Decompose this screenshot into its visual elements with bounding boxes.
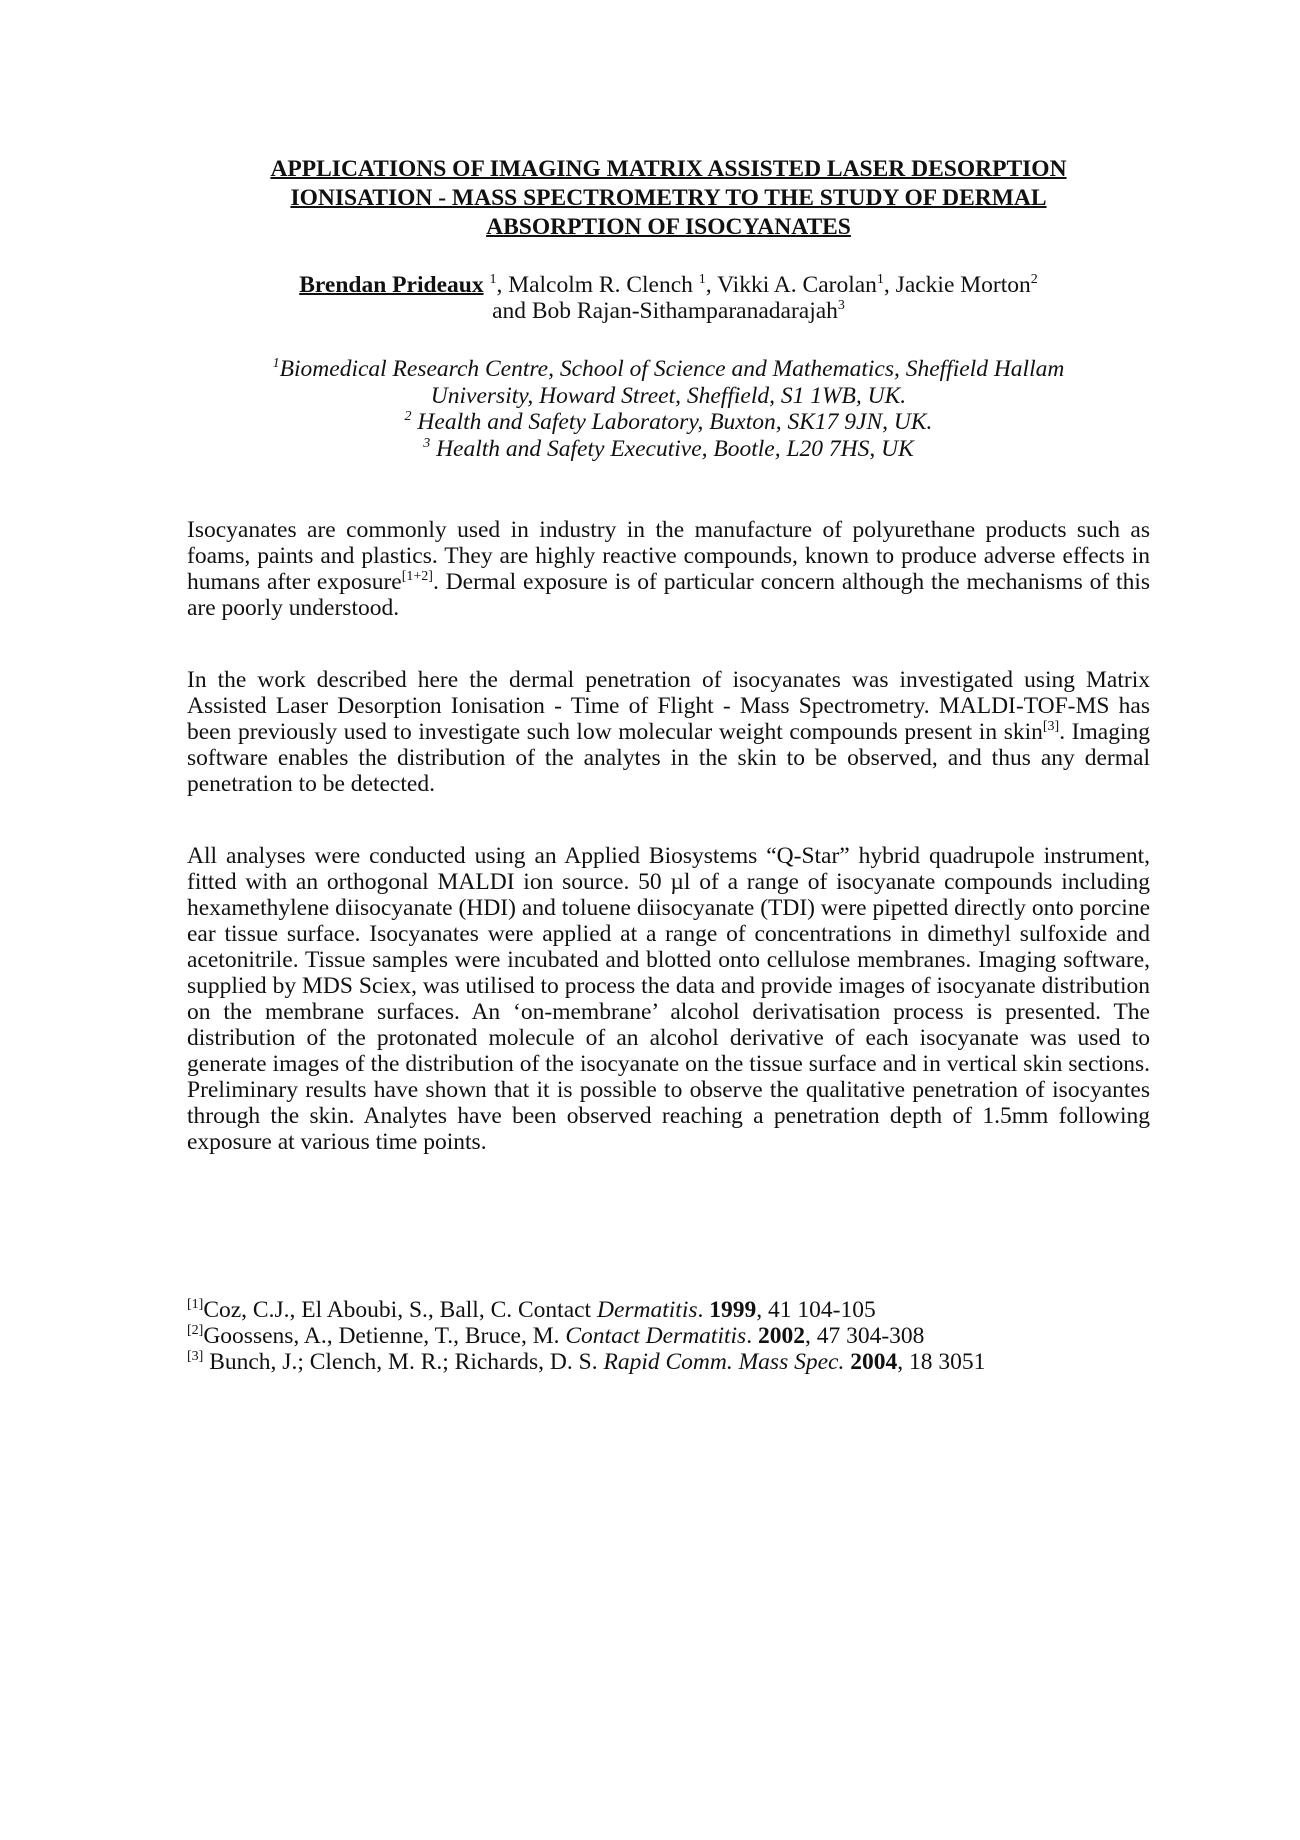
title-line-2: IONISATION - MASS SPECTROMETRY TO THE STUDY OF DERMAL (290, 185, 1047, 211)
author-line-2 (187, 298, 1150, 324)
author-name: and Bob Rajan-Sithamparanadarajah (492, 298, 838, 324)
reference-volume-pages: , 47 304-308 (804, 1323, 925, 1349)
affiliation-text: Health and Safety Executive, Bootle, L20 7HS, UK (430, 435, 914, 462)
author-name: , Vikki A. Carolan (705, 272, 877, 298)
affiliation-sup: 3 (423, 435, 431, 451)
title-line-3: ABSORPTION OF ISOCYANATES (486, 214, 851, 240)
reference-year: 1999 (709, 1297, 757, 1323)
paragraph-text: In the work described here the dermal penetration of isocyanates was investigated using Matrix Assisted Laser Desorption Ionisation - Time of Flight - Mass Spectrometry. MALDI-TOF-MS has been previously used to investigate such low molecular weight compounds present in skin (187, 667, 1150, 745)
citation-sup: [3] (1042, 719, 1060, 734)
body-paragraph-3: All analyses were conducted using an Applied Biosystems “Q-Star” hybrid quadrupole instrument, fitted with an orthogonal MALDI ion source. 50 µl of a range of isocyanate compounds including hexamethylene diisocyanate (HDI) and toluene diisocyanate (TDI) were pipetted directly onto porcine ear tissue surface. Isocyanates were applied at a range of concentrations in dimethyl sulfoxide and acetonitrile. Tissue samples were incubated and blotted onto cellulose membranes. Imaging software, supplied by MDS Sciex, was utilised to process the data and provide images of isocyanate distribution on the membrane surfaces. An ‘on-membrane’ alcohol derivatisation process is presented. The distribution of the protonated molecule of an alcohol derivative of each isocyanate was used to generate images of the distribution of the isocyanate on the tissue surface and in vertical skin sections. Preliminary results have shown that it is possible to observe the qualitative penetration of isocyantes through the skin. Analytes have been observed reaching a penetration depth of 1.5mm following exposure at various time points. (187, 843, 1150, 1155)
reference-authors: Goossens, A., Detienne, T., Bruce, M. (203, 1323, 566, 1349)
reference-journal: Dermatitis (596, 1297, 698, 1323)
affiliation-text: University, Howard Street, Sheffield, S1 1WB, UK. (430, 382, 907, 409)
author-affil-sup: 1 (698, 272, 706, 287)
reference-item (187, 1323, 1150, 1349)
reference-authors: Bunch, J.; Clench, M. R.; Richards, D. S. (203, 1349, 604, 1375)
reference-number: [1] (187, 1297, 204, 1312)
reference-number: [3] (187, 1349, 204, 1364)
affiliation-line (187, 409, 1150, 436)
paragraph-text: . Dermal exposure is of particular concern although the mechanisms of this are poorly understood. (187, 569, 1150, 621)
author-line-1 (187, 272, 1150, 298)
author-affil-sup: 1 (489, 272, 497, 287)
reference-year: 2004 (850, 1349, 898, 1375)
affiliation-text: Health and Safety Laboratory, Buxton, SK17 9JN, UK. (411, 409, 933, 435)
citation-sup: [1+2] (401, 569, 433, 584)
title-line-1: APPLICATIONS OF IMAGING MATRIX ASSISTED LASER DESORPTION (270, 156, 1067, 182)
author-name: , Malcolm R. Clench (496, 272, 699, 298)
author-affil-sup: 2 (1030, 272, 1038, 287)
reference-volume-pages: , 41 104-105 (756, 1297, 876, 1323)
author-list (187, 272, 1150, 324)
reference-authors: Coz, C.J., El Aboubi, S., Ball, C. Contact (203, 1297, 597, 1323)
affiliation-sup: 1 (272, 356, 280, 371)
affiliation-sup: 2 (404, 409, 412, 424)
author-affil-sup: 1 (876, 272, 884, 287)
reference-volume-pages: , 18 3051 (897, 1349, 986, 1375)
reference-number: [2] (187, 1323, 204, 1338)
affiliation-line (187, 383, 1150, 410)
affiliation-line (187, 436, 1150, 463)
reference-sep: . (697, 1297, 710, 1323)
body-paragraph-2 (187, 667, 1150, 797)
author-affil-sup: 3 (837, 298, 845, 313)
reference-item (187, 1297, 1150, 1323)
affiliation-text: Biomedical Research Centre, School of Science and Mathematics, Sheffield Hallam (279, 356, 1065, 382)
affiliations (187, 356, 1150, 462)
paper-title (187, 155, 1150, 242)
author-name: , Jackie Morton (883, 272, 1031, 298)
reference-sep: . (746, 1323, 758, 1349)
reference-year: 2002 (757, 1323, 805, 1349)
reference-journal: Rapid Comm. Mass Spec. (603, 1349, 845, 1375)
paragraph-text: . Imaging software enables the distribution of the analytes in the skin to be observed, and thus any dermal penetration to be detected. (187, 719, 1150, 797)
affiliation-line (187, 356, 1150, 383)
reference-item (187, 1349, 1150, 1375)
reference-journal: Contact Dermatitis (565, 1323, 747, 1349)
presenting-author: Brendan Prideaux (299, 272, 484, 298)
body-paragraph-1 (187, 517, 1150, 621)
references (187, 1297, 1150, 1375)
paragraph-text: Isocyanates are commonly used in industry in the manufacture of polyurethane products such as foams, paints and plastics. They are highly reactive compounds, known to produce adverse effects in humans after exposure (187, 517, 1150, 595)
